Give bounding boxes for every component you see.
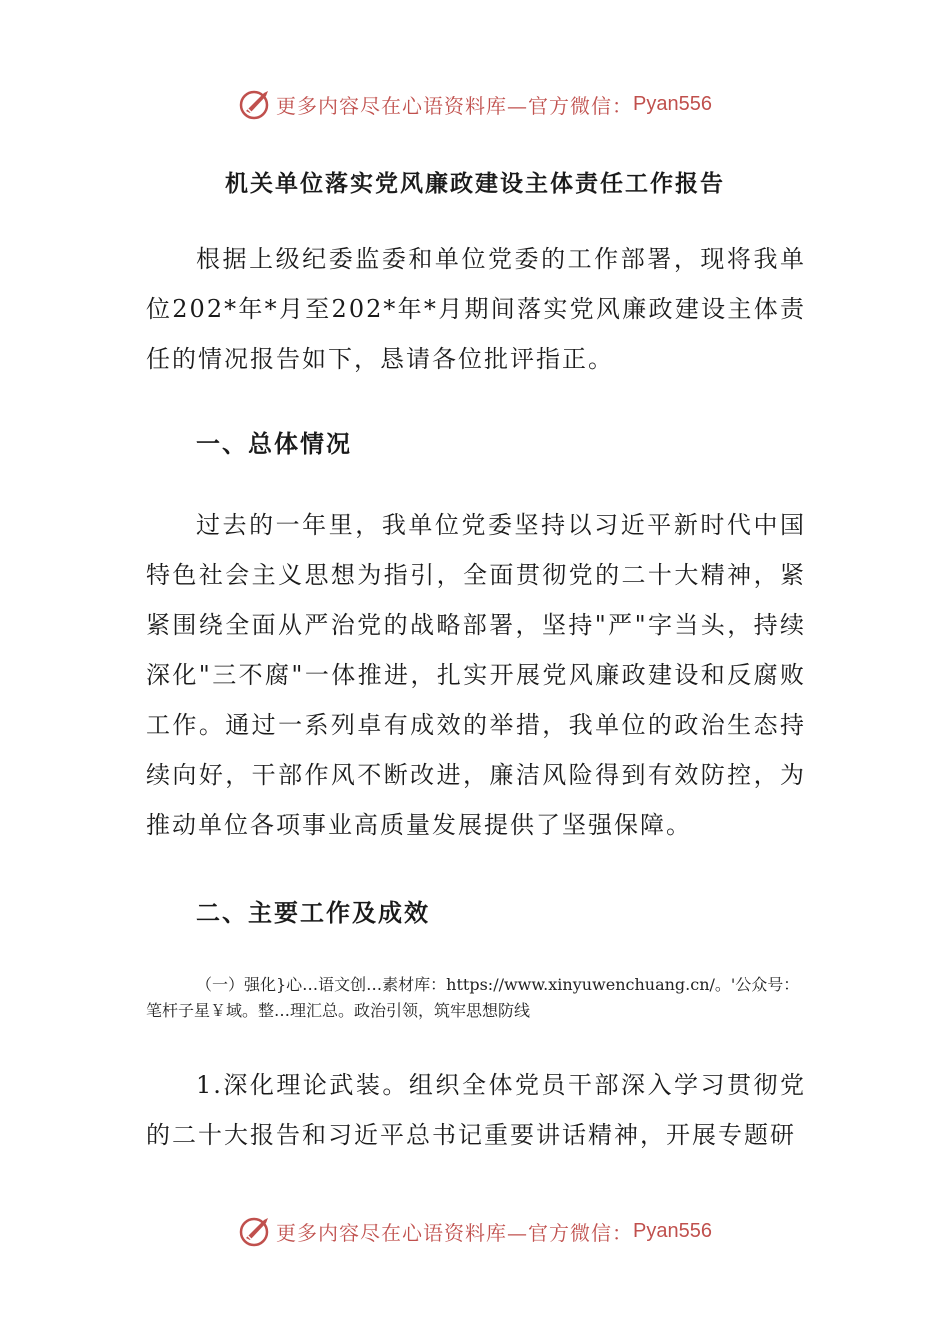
banner-text: 更多内容尽在心语资料库—官方微信： <box>276 93 634 118</box>
wechat-id: Pyan556 <box>633 92 712 115</box>
overview-paragraph: 过去的一年里，我单位党委坚持以习近平新时代中国特色社会主义思想为指引，全面贯彻党的二十大精神，紧紧围绕全面从严治党的战略部署，坚持"严"字当头，持续深化"三不腐"一体推进，扎实开展党风廉政建设和反腐败工作。通过一系列卓有成效的举措，我单位的政治生态持续向好，干部作风不断改进，廉洁风险得到有效防控，为推动单位各项事业高质量发展提供了坚强保障。 <box>146 511 806 839</box>
section-heading-main-work: 二、主要工作及成效 <box>196 898 430 927</box>
subsection-heading: （一）强化}心…语文创…素材库：https://www.xinyuwenchuang.cn/。'公众号：笔杆子星￥域。整…理汇总。政治引领，筑牢思想防线 <box>146 975 800 1020</box>
section-heading-overview: 一、总体情况 <box>196 429 352 458</box>
quill-logo-icon <box>238 1214 272 1248</box>
item-paragraph: 1.深化理论武装。组织全体党员干部深入学习贯彻党的二十大报告和习近平总书记重要讲话精神，开展专题研 <box>146 1071 806 1149</box>
wechat-id: Pyan556 <box>633 1219 712 1242</box>
document-title: 机关单位落实党风廉政建设主体责任工作报告 <box>225 170 725 198</box>
header-banner <box>0 84 950 124</box>
quill-logo-icon <box>238 87 272 121</box>
footer-banner <box>0 1211 950 1251</box>
intro-paragraph: 根据上级纪委监委和单位党委的工作部署，现将我单位202*年*月至202*年*月期间落实党风廉政建设主体责任的情况报告如下，恳请各位批评指正。 <box>146 245 806 373</box>
banner-text: 更多内容尽在心语资料库—官方微信： <box>276 1220 634 1245</box>
